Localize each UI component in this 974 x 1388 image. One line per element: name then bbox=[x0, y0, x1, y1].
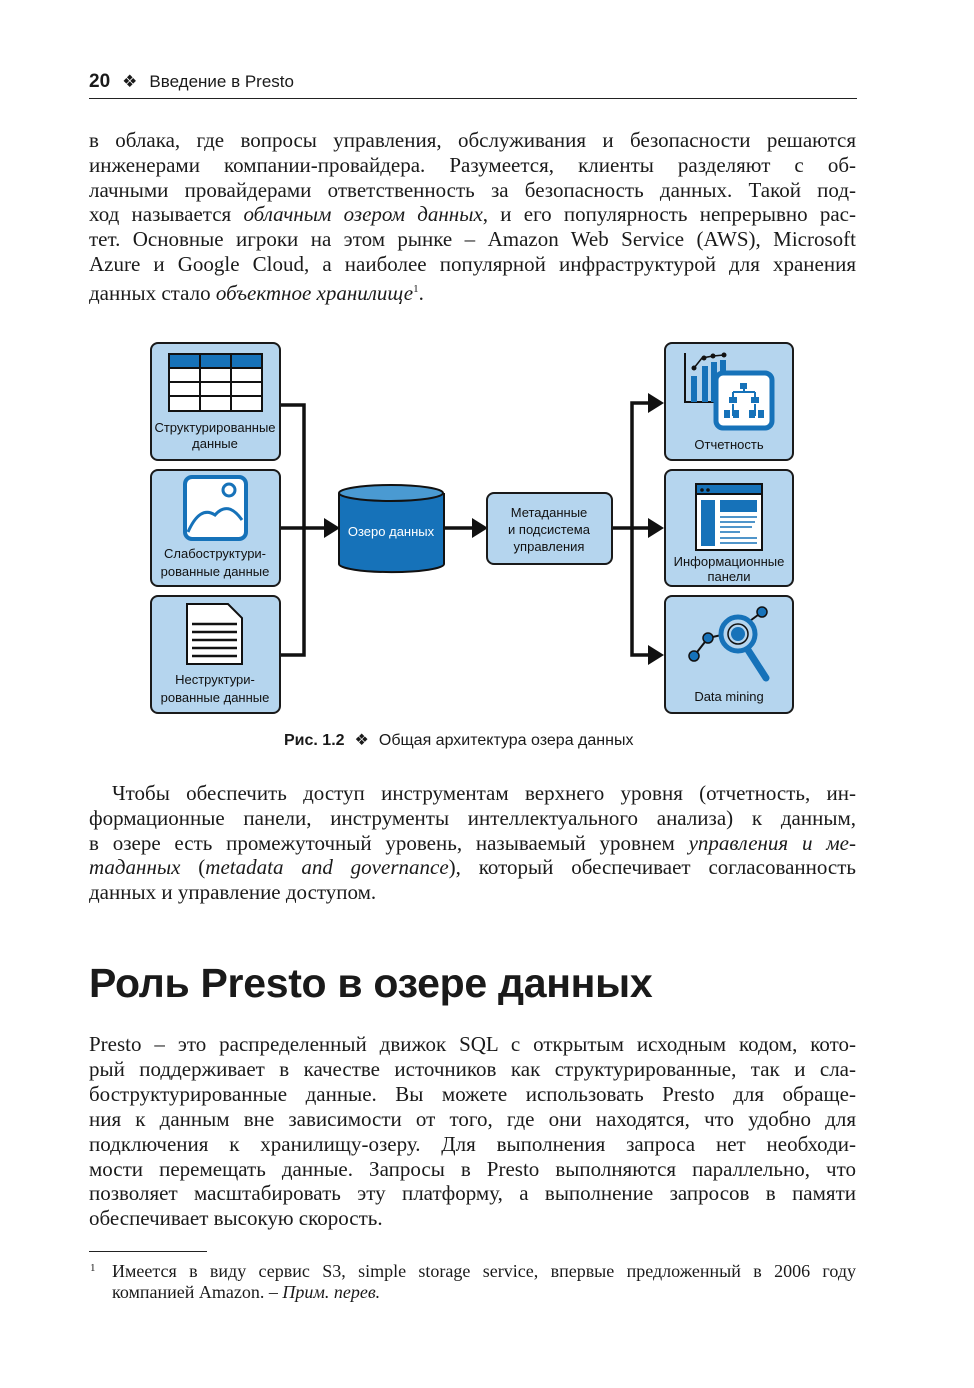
text-run: Чтобы обеспечить доступ инструментам верхнего уровня (отчетность, ин- bbox=[112, 781, 856, 805]
metadata-label-2: и подсистема bbox=[508, 522, 590, 537]
metadata-label-1: Метаданные bbox=[510, 505, 588, 520]
document-icon bbox=[187, 604, 242, 664]
text-run: подключения к хранилищу-озеру. Для выполнения запроса нет необходи- bbox=[89, 1131, 856, 1156]
ornament-icon: ❖ bbox=[354, 732, 369, 749]
text-run: в облака, где вопросы управления, обслуживания и безопасности решаются bbox=[89, 128, 856, 152]
consumer-label-3: Data mining bbox=[694, 689, 764, 704]
source-label-1: Структурированные bbox=[154, 420, 276, 435]
text-line bbox=[89, 1206, 856, 1231]
consumer-label-2b: панели bbox=[707, 569, 751, 584]
text-line bbox=[89, 831, 856, 856]
footnote-line bbox=[112, 1282, 856, 1303]
text-run: позволяет масштабировать эту платформу, а выполнение запросов в памяти bbox=[89, 1181, 856, 1206]
text-line bbox=[89, 1181, 856, 1206]
text-run: Presto – это распределенный движок SQL с открытым исходным кодом, кото- bbox=[89, 1032, 856, 1056]
text-run: инженерами компании-провайдера. Разумеется, клиенты разделяют с об- bbox=[89, 152, 856, 177]
text-run: боструктурированные данные. Вы можете использовать Presto для обраще- bbox=[89, 1081, 856, 1106]
text-run: 1 bbox=[413, 282, 419, 295]
text-run: тет. Основные игроки на этом рынке – Amazon Web Service (AWS), Microsoft bbox=[89, 227, 856, 252]
text-run: Azure и Google Cloud, а наиболее популярной инфраструктурой для хранения bbox=[89, 252, 856, 276]
text-run: лачными провайдерами ответственность за безопасность данных. Такой под- bbox=[89, 177, 856, 202]
text-run: ( bbox=[180, 855, 206, 880]
text-line bbox=[89, 1032, 856, 1057]
text-line bbox=[89, 1132, 856, 1157]
section-heading: Роль Presto в озере данных bbox=[89, 960, 653, 1006]
text-run: рый поддерживает в качестве источников как структурированные, так и сла- bbox=[89, 1056, 856, 1081]
page-number: 20 bbox=[89, 71, 111, 92]
text-line bbox=[89, 855, 856, 880]
lake-label: Озеро данных bbox=[347, 524, 435, 539]
figure-caption bbox=[284, 730, 633, 750]
text-line bbox=[89, 781, 856, 806]
source-label-3: Неструктури- bbox=[175, 672, 255, 687]
text-run: данных стало bbox=[89, 280, 216, 305]
text-run: объектное хранилище bbox=[215, 280, 414, 305]
ornament-icon: ❖ bbox=[122, 72, 138, 91]
footnote-line: Имеется в виду сервис S3, simple storage service, впервые предложенный в 2006 году bbox=[112, 1261, 856, 1281]
text-run: . bbox=[418, 280, 424, 305]
image-icon bbox=[185, 477, 246, 539]
text-line bbox=[89, 1157, 856, 1182]
footnote-rule bbox=[89, 1251, 207, 1252]
text-run: , и его популярность непрерывно рас- bbox=[482, 202, 856, 227]
text-run: управления и ме- bbox=[688, 830, 856, 855]
dashboard-icon bbox=[696, 484, 762, 550]
source-label-1b: данные bbox=[192, 436, 238, 451]
metadata-label-3: управления bbox=[513, 539, 585, 554]
source-label-2: Слабоструктури- bbox=[163, 546, 267, 561]
text-run: ход называется bbox=[89, 202, 244, 227]
text-run: таданных bbox=[89, 855, 181, 880]
text-run: ния к данным вне зависимости от того, где они находятся, что удобно для bbox=[89, 1106, 856, 1131]
text-run: ), который обеспечивает согласованность bbox=[448, 855, 856, 880]
consumer-label-1: Отчетность bbox=[694, 437, 764, 452]
text-run: в озере есть промежуточный уровень, называемый уровнем bbox=[89, 830, 689, 855]
text-run: данных и управление доступом. bbox=[89, 880, 377, 905]
footnote-mark: 1 bbox=[90, 1262, 96, 1274]
text-run: формационные панели, инструменты интеллектуального анализа) к данным, bbox=[89, 805, 856, 830]
running-title: Введение в Presto bbox=[149, 72, 294, 91]
text-line bbox=[89, 1082, 856, 1107]
text-run: обеспечивает высокую скорость. bbox=[89, 1206, 383, 1231]
text-line bbox=[89, 1107, 856, 1132]
caption-text: Общая архитектура озера данных bbox=[378, 732, 634, 749]
text-run: metadata and governance bbox=[205, 855, 449, 880]
text-line bbox=[89, 806, 856, 831]
text-line bbox=[89, 880, 856, 905]
footnote-text: компанией Amazon. – bbox=[112, 1282, 283, 1302]
caption-label: Рис. 1.2 bbox=[284, 732, 345, 749]
text-run: облачным озером данных bbox=[243, 202, 483, 227]
footnote-italic: Прим. перев. bbox=[282, 1282, 381, 1302]
consumer-label-2: Информационные bbox=[673, 554, 785, 569]
table-icon bbox=[169, 354, 262, 411]
text-line bbox=[89, 1057, 856, 1082]
text-run: мости перемещать данные. Запросы в Presto выполняются параллельно, что bbox=[89, 1156, 856, 1181]
source-label-2b: рованные данные bbox=[160, 564, 270, 579]
source-label-3b: рованные данные bbox=[160, 690, 270, 705]
